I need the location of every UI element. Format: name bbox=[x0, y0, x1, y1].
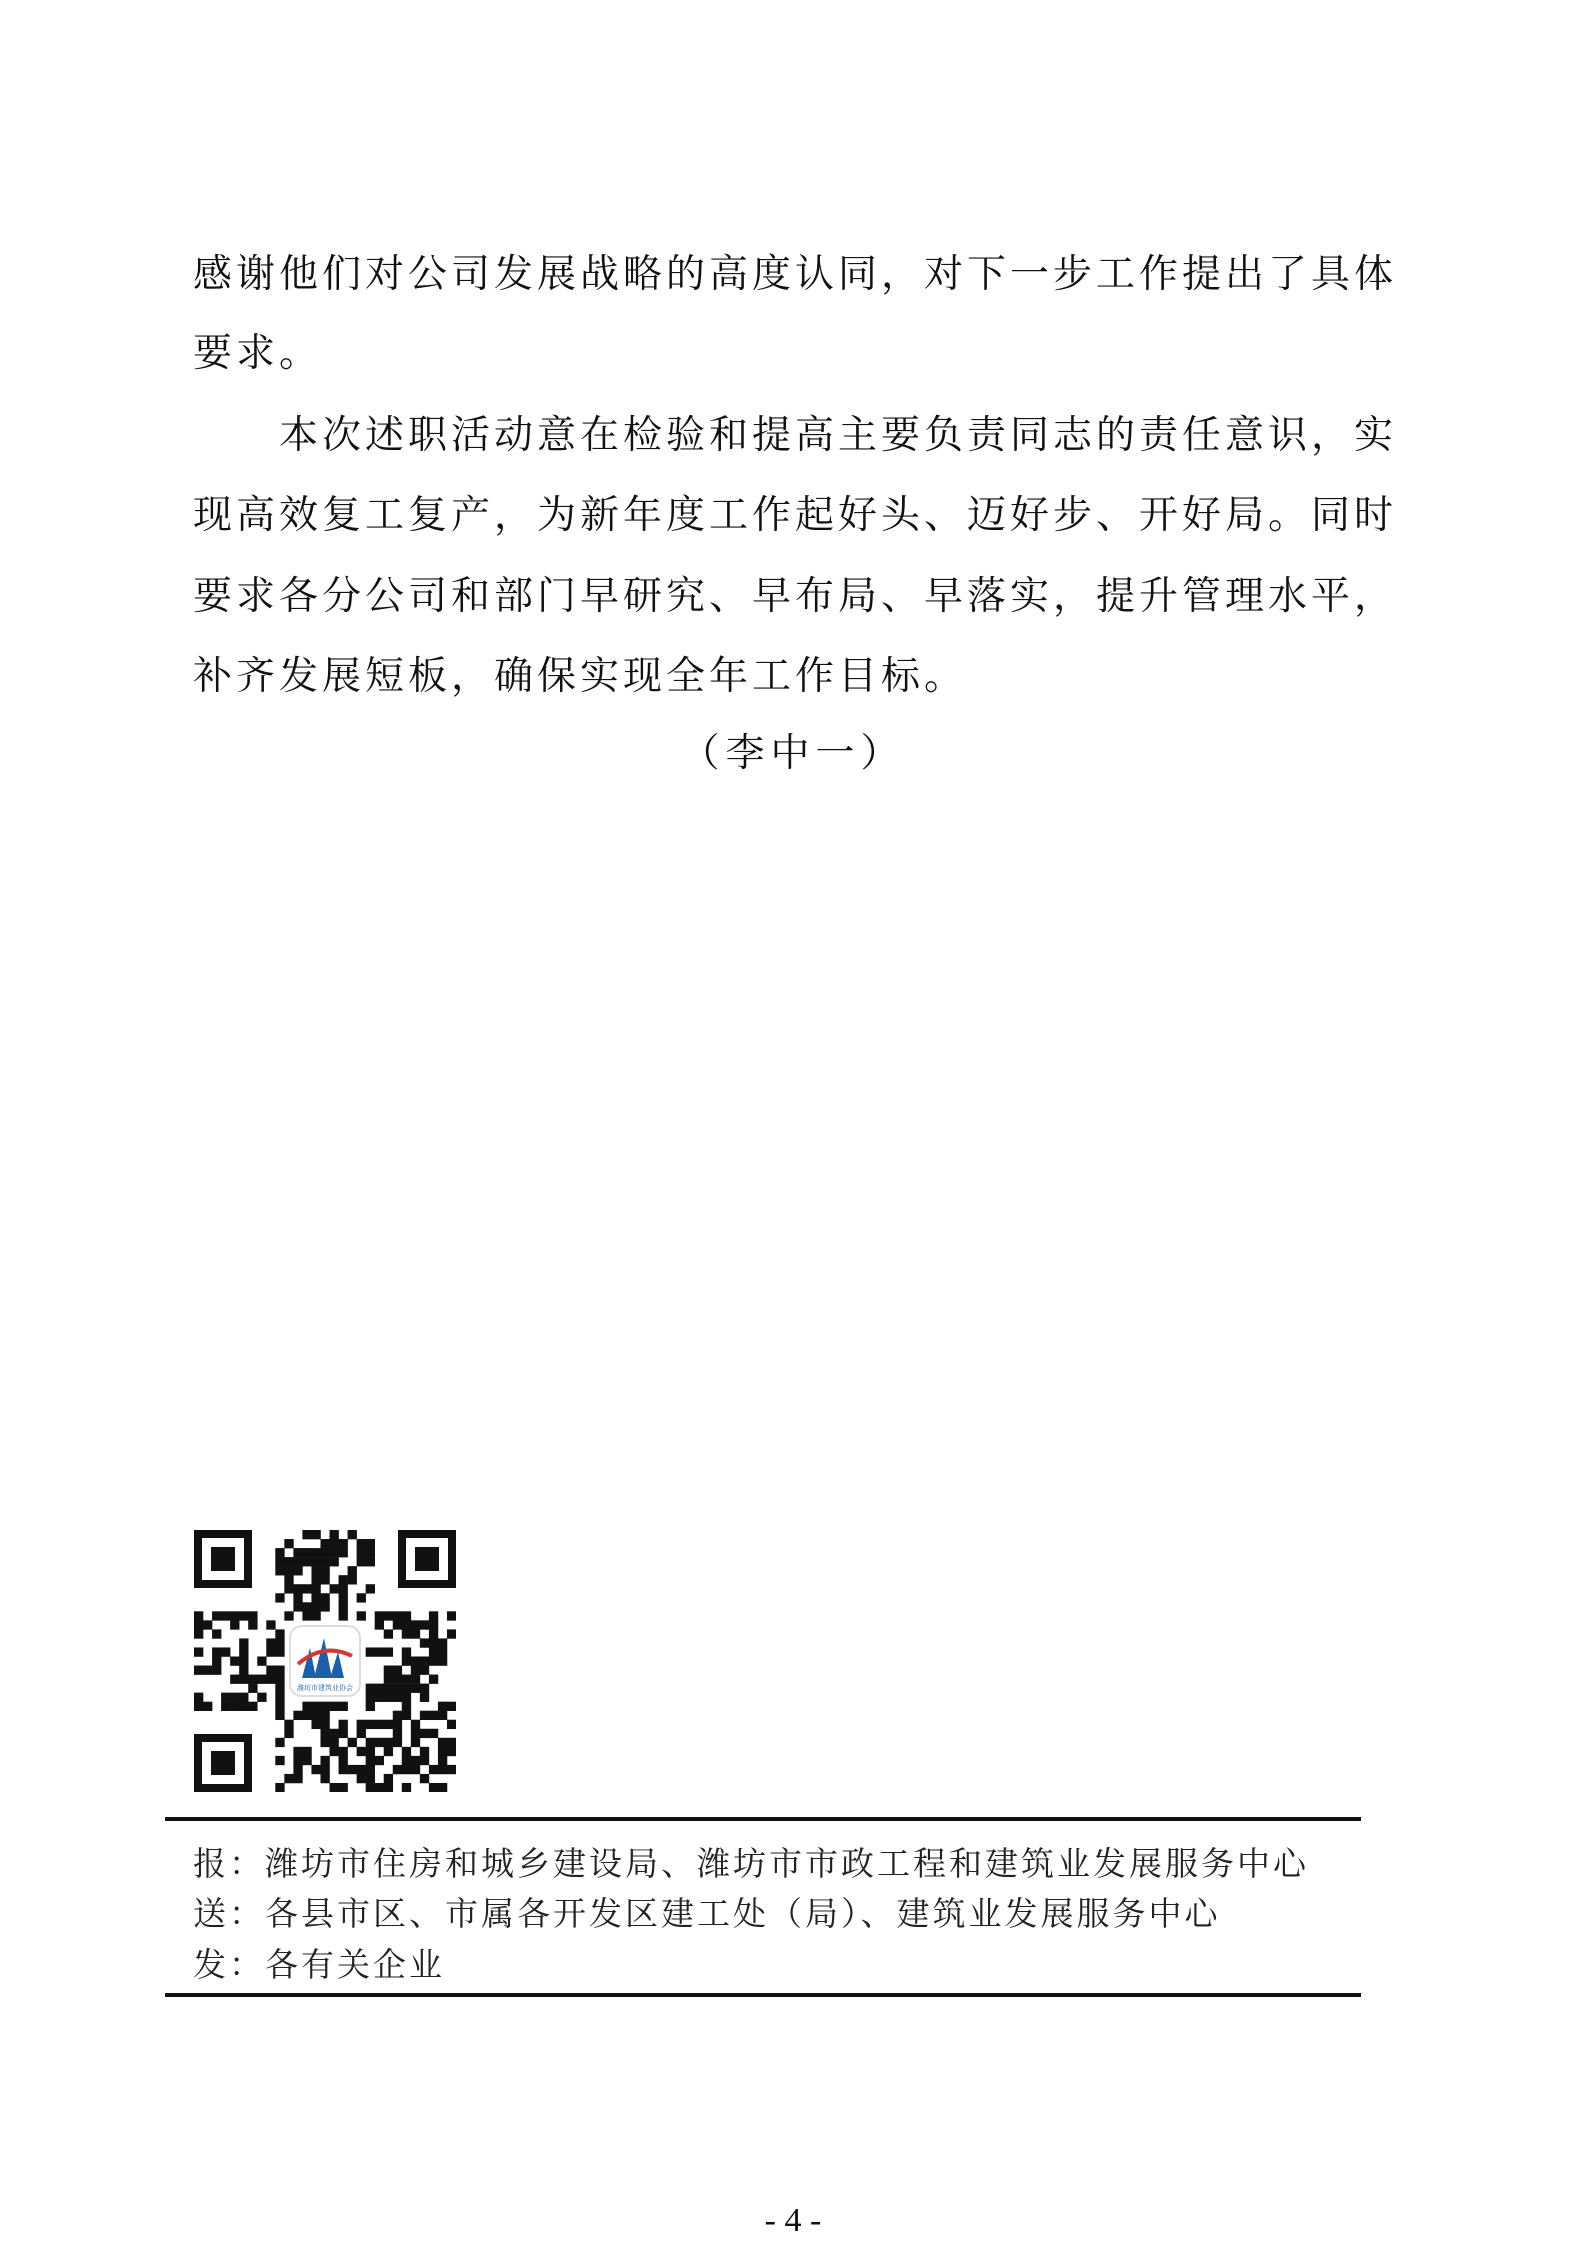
report-to-line: 报：潍坊市住房和城乡建设局、潍坊市市政工程和建筑业发展服务中心 bbox=[193, 1844, 1309, 1883]
body-paragraph-line: 要求各分公司和部门早研究、早布局、早落实，提升管理水平， bbox=[193, 574, 1398, 619]
article-author: （李中一） bbox=[680, 731, 906, 776]
body-paragraph-line: 感谢他们对公司发展战略的高度认同，对下一步工作提出了具体 bbox=[193, 252, 1398, 297]
bottom-divider bbox=[165, 1993, 1361, 1997]
body-paragraph-line: 现高效复工复产，为新年度工作起好头、迈好步、开好局。同时 bbox=[193, 493, 1398, 538]
body-paragraph-line: 补齐发展短板，确保实现全年工作目标。 bbox=[193, 654, 968, 699]
page-number: - 4 - bbox=[764, 2202, 822, 2239]
qr-code-icon bbox=[194, 1530, 456, 1792]
body-paragraph-line: 要求。 bbox=[193, 331, 323, 376]
logo-text: 潍坊市建筑业协会 bbox=[297, 1684, 353, 1692]
body-paragraph-line: 本次述职活动意在检验和提高主要负责同志的责任意识，实 bbox=[193, 413, 1398, 458]
send-to-line: 送：各县市区、市属各开发区建工处（局）、建筑业发展服务中心 bbox=[193, 1894, 1221, 1933]
qr-code-graphic bbox=[194, 1530, 456, 1792]
issue-to-line: 发：各有关企业 bbox=[193, 1945, 445, 1984]
organization-logo-icon bbox=[290, 1626, 360, 1696]
top-divider bbox=[165, 1817, 1361, 1821]
